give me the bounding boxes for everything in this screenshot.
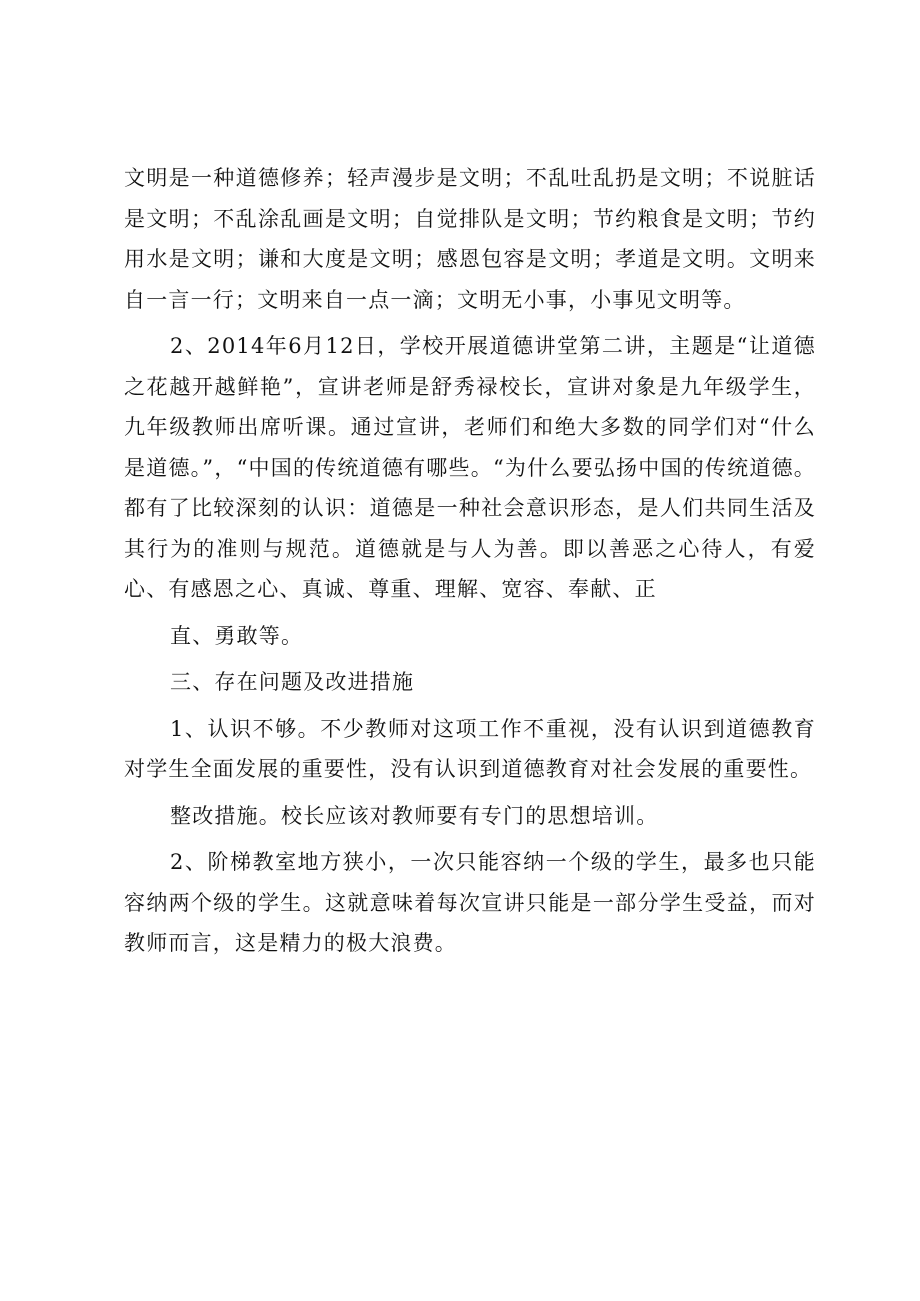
paragraph-problem-1: 1、认识不够。不少教师对这项工作不重视，没有认识到道德教育对学生全面发展的重要性，没有认识到道德教育对社会发展的重要性。 (124, 716, 816, 781)
paragraph-continuation: 直、勇敢等。 (170, 623, 304, 648)
paragraph-moral-lecture-2: 2、2014年6月12日，学校开展道德讲堂第二讲，主题是“让道德之花越开越鲜艳”，宣讲老师是舒秀禄校长，宣讲对象是九年级学生，九年级教师出席听课。通过宣讲，老师们和绝大多数的同学们对“什么是道德。”，“中国的传统道德有哪些。“为什么要弘扬中国的传统道德。都有了比较深刻的认识：道德是一种社会意识形态，是人们共同生活及其行为的准则与规范。道德就是与人为善。即以善恶之心待人，有爱心、有感恩之心、真诚、尊重、理解、宽容、奉献、正 (124, 334, 816, 601)
document-body (124, 158, 816, 964)
section-heading-problems: 三、存在问题及改进措施 (170, 670, 415, 694)
paragraph-civility-list: 文明是一种道德修养；轻声漫步是文明；不乱吐乱扔是文明；不说脏话是文明；不乱涂乱画是文明；自觉排队是文明；节约粮食是文明；节约用水是文明；谦和大度是文明；感恩包容是文明；孝道是文明。文明来自一言一行；文明来自一点一滴；文明无小事，小事见文明等。 (124, 166, 816, 312)
paragraph-measure-1: 整改措施。校长应该对教师要有专门的思想培训。 (170, 803, 659, 828)
paragraph-problem-2: 2、阶梯教室地方狭小，一次只能容纳一个级的学生，最多也只能容纳两个级的学生。这就意味着每次宣讲只能是一部分学生受益，而对教师而言，这是精力的极大浪费。 (124, 850, 816, 955)
